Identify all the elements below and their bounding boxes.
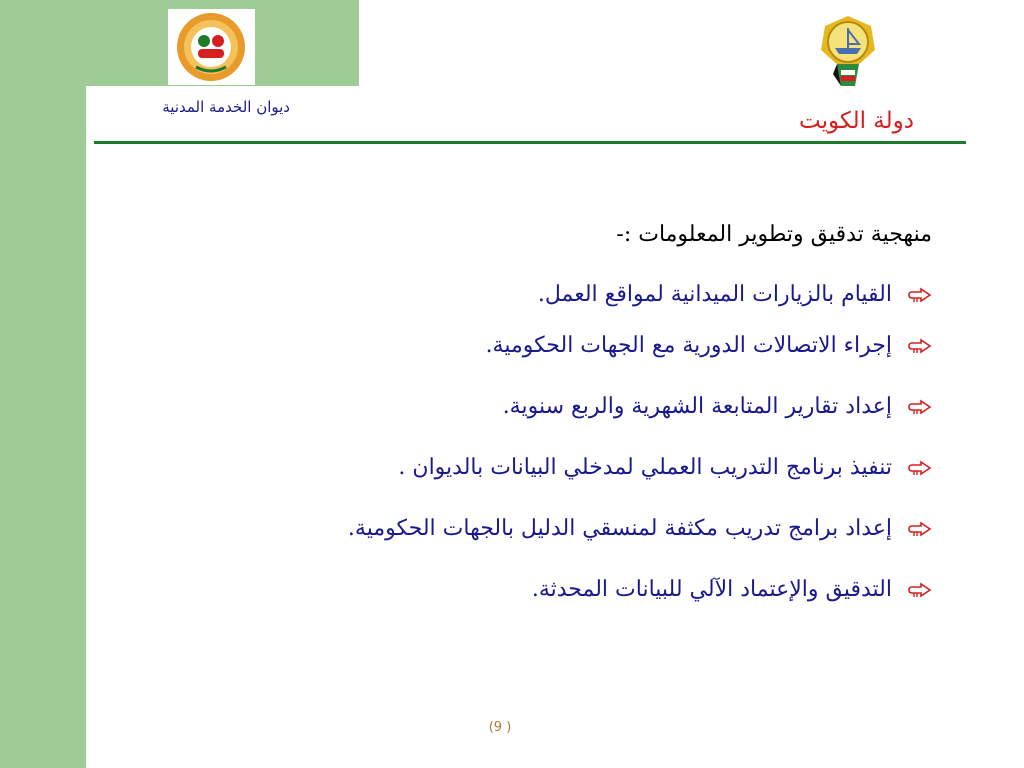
list-item <box>172 437 932 498</box>
list-item-text: إجراء الاتصالات الدورية مع الجهات الحكومية. <box>485 333 892 358</box>
pointing-hand-icon <box>906 336 932 356</box>
list-item-text: إعداد تقارير المتابعة الشهرية والربع سنوية. <box>502 394 892 419</box>
kuwait-emblem <box>813 12 883 92</box>
pointing-hand-icon <box>906 580 932 600</box>
pointing-hand-icon <box>906 397 932 417</box>
left-sidebar-band <box>0 0 86 768</box>
main-content <box>172 215 932 620</box>
list-item-text: إعداد برامج تدريب مكثفة لمنسقي الدليل بالجهات الحكومية. <box>347 516 892 541</box>
country-title: دولة الكويت <box>799 108 914 134</box>
list-item <box>172 376 932 437</box>
org-title: ديوان الخدمة المدنية <box>162 98 290 116</box>
list-item-text: تنفيذ برنامج التدريب العملي لمدخلي البيانات بالديوان . <box>398 455 892 480</box>
list-item <box>172 498 932 559</box>
list-item-text: القيام بالزيارات الميدانية لمواقع العمل. <box>537 282 892 307</box>
list-item <box>172 559 932 620</box>
list-item-text: التدقيق والإعتماد الآلي للبيانات المحدثة. <box>531 577 892 602</box>
header-rule <box>94 141 966 144</box>
page-number: (9 ) <box>488 720 512 735</box>
section-heading: منهجية تدقيق وتطوير المعلومات :- <box>616 222 932 247</box>
pointing-hand-icon <box>906 519 932 539</box>
pointing-hand-icon <box>906 285 932 305</box>
list-item <box>172 315 932 376</box>
list-item <box>172 274 932 315</box>
civil-service-logo <box>168 9 255 85</box>
bullet-list <box>172 274 932 620</box>
pointing-hand-icon <box>906 458 932 478</box>
